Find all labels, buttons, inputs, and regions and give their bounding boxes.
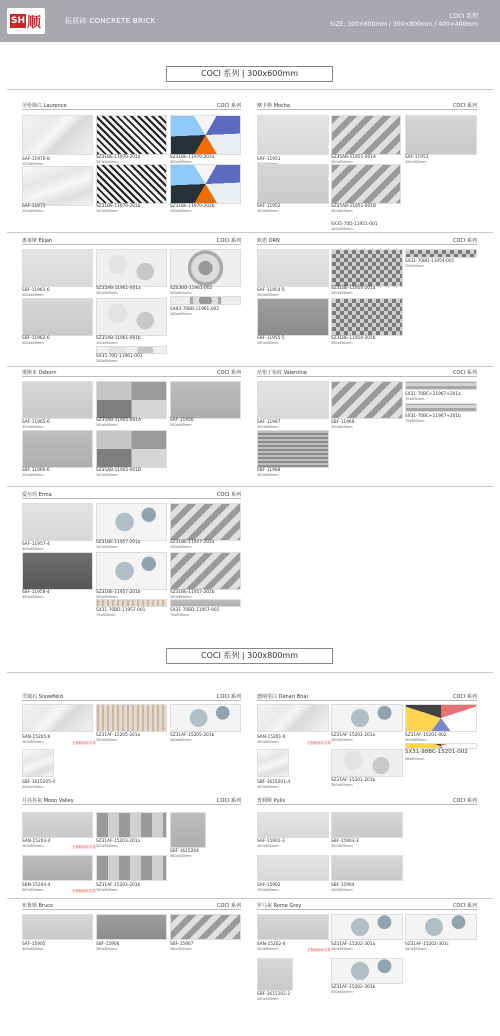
tile-code: SZ31BE-11970-201a: [96, 155, 141, 160]
tile-image: [96, 704, 167, 732]
tile-image: [170, 812, 206, 848]
tile-code: SZ31AF-15203-201b: [96, 883, 141, 888]
tile-size: 300x600mm: [96, 423, 118, 427]
tile-code: SZ31BE-11954-201b: [331, 336, 376, 341]
tile-image: [22, 704, 93, 732]
group-title: 摩卡斯 Mocha: [257, 103, 290, 109]
tile-image: [96, 115, 167, 155]
tile-size: 70x600mm: [405, 419, 425, 423]
tile-size: 70x600mm: [96, 613, 116, 617]
group-series: COCI 系列: [453, 238, 477, 244]
tile-image: [405, 115, 477, 155]
tile-size: 300x800mm: [257, 888, 279, 892]
section-title-300x600: COCI 系列 | 300x600mm: [166, 66, 333, 82]
tile-code: SZ31AF-15202-301a: [331, 942, 376, 947]
series-size: SIZE: 300×600mm / 300×800mm / 400×400mm: [330, 21, 478, 29]
tile-size: 300x800mm: [257, 844, 279, 848]
tile-size: 300x600mm: [22, 547, 44, 551]
tile-code: SAF-15901-3: [257, 839, 285, 844]
tile-code: SX35-70D-11961-001: [96, 354, 143, 359]
tile-code: SBF-1615205-4: [22, 780, 56, 785]
tile-image: [257, 115, 329, 155]
tile-code: SZ31AF-15201-201b: [331, 778, 376, 783]
tile-code: SZ35AB-11965-001B: [96, 468, 141, 473]
tile-image: [170, 381, 241, 419]
tile-image: [96, 430, 167, 468]
series-info: [330, 13, 478, 30]
tile-image: [331, 115, 401, 155]
tile-image: [22, 812, 93, 838]
tile-code: SX03-70BB-11961-002: [170, 307, 220, 312]
tile-image: [331, 249, 403, 287]
tile-size: 300x600mm: [170, 595, 192, 599]
tile-image: [96, 164, 167, 204]
group-title: 罗马灰 Rome Grey: [257, 903, 302, 909]
group-title: 欧恩 ORN: [257, 238, 280, 244]
glaze-note: 全抛釉面砖效果: [72, 741, 96, 745]
tile-size: 300x600mm: [405, 160, 427, 164]
tile-image: [331, 812, 403, 838]
tile-size: 300x600mm: [22, 293, 44, 297]
tile-size: 300x600mm: [170, 312, 192, 316]
tile-code: SX31-70BD-11954-001: [405, 259, 455, 264]
tile-code: SAF-11967: [257, 420, 281, 425]
group-denari: [257, 693, 477, 795]
series-name: COCI 系列: [449, 13, 478, 20]
tile-code: SBF-11958-4: [22, 590, 50, 595]
group-title: 月亮谷灰 Moon Valley: [22, 798, 74, 804]
tile-size: 300x600mm: [170, 423, 192, 427]
tile-code: SX35-70D-11951-001: [331, 222, 378, 227]
tile-image: [170, 599, 241, 607]
tile-image: [22, 503, 93, 541]
tile-size: 300x600mm: [331, 341, 353, 345]
tile-code: SBF-15903-3: [331, 839, 359, 844]
tile-image: [405, 403, 477, 412]
tile-image: [257, 812, 329, 838]
tile-code: SZ31AF-15203-201a: [96, 839, 141, 844]
tile-image: [96, 298, 167, 336]
tile-size: 300x600mm: [96, 545, 118, 549]
divider: [7, 89, 493, 90]
tile-size: 300x800mm: [22, 740, 44, 744]
tile-image: [331, 958, 403, 984]
tile-size: 300x800mm: [22, 844, 44, 848]
group-orn: [257, 237, 477, 347]
tile-image: [170, 296, 241, 305]
logo-cn-mark: 顺: [27, 15, 41, 31]
group-title: 德纳里白 Denari Bhai: [257, 694, 308, 700]
tile-size: 300x600mm: [257, 341, 279, 345]
tile-size: 300x800mm: [257, 740, 279, 744]
tile-image: [405, 914, 477, 940]
tile-image: [257, 249, 329, 287]
tile-code: SAF-11971: [22, 204, 46, 209]
tile-size: 300x600mm: [22, 341, 44, 345]
tile-image: [96, 249, 167, 287]
tile-code: SZ31AF-15201-201a: [331, 733, 376, 738]
tile-size: 300x600mm: [257, 209, 279, 213]
tile-code: SZ31BE-11954-201a: [331, 286, 376, 291]
tile-code: SBF-1615201-4: [257, 780, 291, 785]
group-series: COCI 系列: [217, 492, 241, 498]
tile-image: [257, 958, 293, 991]
tile-size: 300x800mm: [331, 783, 353, 787]
tile-image: [257, 381, 329, 419]
tile-image: [331, 298, 403, 336]
group-osborn: [22, 369, 241, 479]
tile-image: [170, 914, 241, 940]
tile-image: [96, 914, 167, 940]
glaze-note: 全抛釉面砖效果: [307, 741, 331, 745]
tile-size: 300x600mm: [22, 473, 44, 477]
tile-image: [170, 704, 241, 732]
tile-code: SZ31AF-15202-301c: [405, 942, 449, 947]
group-underline: [257, 700, 477, 701]
tile-size: 300x800mm: [331, 738, 353, 742]
group-series: COCI 系列: [217, 798, 241, 804]
tile-image: [331, 381, 403, 419]
glaze-note: 全抛釉面砖效果: [307, 948, 331, 952]
tile-code: SAF-11970-8: [22, 157, 50, 162]
group-title: 劳伦斯白 Laurence: [22, 103, 67, 109]
group-underline: [22, 498, 241, 499]
group-title: 奥斯本 Osborn: [22, 370, 57, 376]
tile-code: SBF-11968: [257, 468, 281, 473]
tile-code: SBF-11969: [331, 420, 355, 425]
tile-code: SAF-15905: [22, 942, 46, 947]
divider: [7, 232, 493, 233]
tile-size: 300x600mm: [96, 595, 118, 599]
tile-code: SX31-70BC+11967+201a: [405, 392, 461, 397]
group-underline: [22, 909, 241, 910]
group-underline: [257, 804, 477, 805]
group-title: 惠莱斯 Elijah: [22, 238, 53, 244]
tile-size: 300x600mm: [22, 162, 44, 166]
tile-size: 300x800mm: [96, 844, 118, 848]
group-series: COCI 系列: [217, 370, 241, 376]
tile-size: 70x600mm: [405, 264, 425, 268]
tile-size: 300x800mm: [405, 738, 427, 742]
tile-image: [96, 381, 167, 419]
tile-code: SAF-11951: [257, 157, 281, 162]
group-valentine: [257, 369, 477, 479]
group-laurence: [22, 102, 241, 217]
tile-size: 300x600mm: [96, 209, 118, 213]
tile-code: SAF-11956: [170, 418, 194, 423]
tile-code: SBF-11966-6: [22, 468, 50, 473]
tile-code: SAN-15203-4: [22, 839, 51, 844]
tile-code: SAN-15202-6: [257, 942, 286, 947]
glaze-note: 全抛釉面砖效果: [72, 845, 96, 849]
tile-image: [96, 812, 167, 838]
logo-sh-mark: SH: [10, 16, 25, 26]
tile-code: SAF-11957-4: [22, 542, 50, 547]
tile-code: SAF-11965-6: [22, 420, 50, 425]
tile-size: 300x600mm: [331, 291, 353, 295]
tile-image: [22, 115, 93, 155]
tile-image: [96, 552, 167, 590]
tile-image: [22, 166, 93, 206]
tile-image: [257, 298, 329, 336]
tile-image: [331, 164, 401, 204]
tile-size: 300x800mm: [170, 738, 192, 742]
tile-image: [331, 855, 403, 881]
group-moonvalley: [22, 797, 241, 893]
glaze-note: 全抛釉面砖效果: [72, 889, 96, 893]
tile-size: 300x800mm: [96, 738, 118, 742]
tile-code: SBF-11962-6: [22, 336, 50, 341]
tile-size: 300x600mm: [96, 291, 118, 295]
group-erma: [22, 491, 241, 621]
tile-image: [22, 749, 54, 777]
tile-code: SBF-1615204: [170, 849, 199, 854]
group-title: 普利斯 Pulis: [257, 798, 286, 804]
tile-code: SX31-70BD-11957-001: [96, 608, 146, 613]
group-series: COCI 系列: [453, 798, 477, 804]
group-title: 爱尔玛 Erma: [22, 492, 52, 498]
tile-code: SZ31AF-15205-201b: [170, 733, 215, 738]
tile-size: 300x800mm: [405, 947, 427, 951]
tile-code: SZ31AF-15205-201a: [96, 733, 141, 738]
section-title-300x800: COCI 系列 | 300x800mm: [166, 648, 333, 664]
group-underline: [22, 376, 241, 377]
tile-size: 300x600mm: [170, 209, 192, 213]
tile-code: SBF-15904: [331, 883, 355, 888]
tile-image: [331, 704, 403, 732]
tile-size: 300x800mm: [331, 888, 353, 892]
tile-size: 300x600mm: [96, 160, 118, 164]
tile-code: SAN-15205-6: [22, 735, 51, 740]
tile-code: SZ03BD-11961-002: [170, 286, 213, 291]
tile-image: [405, 249, 477, 258]
group-series: COCI 系列: [217, 238, 241, 244]
divider: [7, 898, 493, 899]
tile-code: SZ31BE-11957-202a: [170, 540, 215, 545]
tile-size: 300x600mm: [96, 473, 118, 477]
tile-image: [257, 704, 329, 732]
group-underline: [22, 700, 241, 701]
tile-size: 300x600mm: [331, 425, 353, 429]
tile-size: 70x600mm: [405, 397, 425, 401]
tile-image: [331, 914, 403, 940]
tile-image: [257, 855, 329, 881]
tile-code: SBF-11955-5: [257, 336, 285, 341]
tile-image: [257, 430, 329, 468]
tile-size: 300x800mm: [331, 844, 353, 848]
tile-image: [22, 855, 93, 881]
tile-code: SZ31BE-11970-202a: [170, 155, 215, 160]
group-underline: [257, 909, 477, 910]
group-pulis: [257, 797, 477, 893]
tile-code: SZ31BE-11957-201a: [96, 540, 141, 545]
tile-size: 300x600mm: [22, 425, 44, 429]
tile-code: SZ35AB-11951-001B: [331, 204, 376, 209]
tile-code: SAF-15902: [257, 883, 281, 888]
tile-code: SBF-11961-6: [22, 288, 50, 293]
group-title: 范伦丁布纹 Valentine: [257, 370, 307, 376]
tile-code: SBF-15907: [170, 942, 194, 947]
group-bruce: [22, 902, 241, 962]
tile-code: SX31-98BC-15201-002: [405, 749, 468, 755]
group-underline: [257, 244, 477, 245]
group-series: COCI 系列: [217, 694, 241, 700]
tile-image: [22, 298, 93, 336]
group-elijah: [22, 237, 241, 365]
tile-image: [96, 503, 167, 541]
tile-image: [170, 503, 241, 541]
tile-code: SBF-15906: [96, 942, 120, 947]
tile-code: SBN-15204-4: [22, 883, 51, 888]
tile-image: [22, 249, 93, 287]
tile-size: 300x600mm: [96, 341, 118, 345]
tile-code: SZ35AB-11965-001A: [96, 418, 141, 423]
tile-size: 300x600mm: [257, 425, 279, 429]
tile-code: SZ31BE-11970-201b: [96, 204, 141, 209]
group-romegrey: [257, 902, 477, 1004]
group-underline: [257, 109, 477, 110]
tile-image: [22, 430, 93, 468]
tile-image: [96, 855, 167, 881]
tile-image: [257, 164, 329, 204]
divider: [7, 366, 493, 367]
tile-size: 300x800mm: [170, 947, 192, 951]
group-snowfield: [22, 693, 241, 795]
tile-size: 400x400mm: [257, 997, 279, 1001]
tile-code: SZ35AB-11961-001a: [96, 286, 141, 291]
tile-size: 300x600mm: [170, 291, 192, 295]
tile-image: [170, 249, 241, 287]
tile-code: SX31-70BC+11967+201b: [405, 414, 461, 419]
tile-size: 300x800mm: [22, 947, 44, 951]
tile-image: [170, 552, 241, 590]
tile-size: 400x400mm: [170, 854, 192, 858]
group-underline: [22, 244, 241, 245]
group-series: COCI 系列: [453, 903, 477, 909]
group-underline: [257, 376, 477, 377]
tile-image: [96, 599, 167, 607]
tile-size: 400x400mm: [22, 785, 44, 789]
header-bar: [0, 0, 500, 42]
tile-code: SZ31BE-11957-202b: [170, 590, 215, 595]
brand-logo: [7, 8, 45, 34]
tile-code: SZ31AF-15201-002: [405, 733, 447, 738]
group-title: 布鲁斯 Bruce: [22, 903, 54, 909]
tile-size: 300x800mm: [331, 990, 353, 994]
tile-size: 300x800mm: [331, 947, 353, 951]
group-series: COCI 系列: [217, 103, 241, 109]
divider: [7, 486, 493, 487]
tile-image: [257, 749, 289, 777]
tile-code: SZ35AB-11951-001A: [331, 155, 376, 160]
tile-size: 300x600mm: [257, 293, 279, 297]
tile-size: 300x600mm: [331, 227, 353, 231]
divider: [7, 672, 493, 673]
tile-size: 400x400mm: [257, 785, 279, 789]
tile-code: SZ35AB-11961-001b: [96, 336, 141, 341]
tile-size: 300x800mm: [22, 888, 44, 892]
tile-size: 300x800mm: [96, 947, 118, 951]
tile-image: [331, 749, 403, 777]
tile-image: [405, 704, 477, 732]
tile-image: [170, 115, 241, 155]
tile-code: SAF-11952: [257, 204, 281, 209]
tile-code: SZ31AF-15202-301b: [331, 985, 376, 990]
group-mocha: [257, 102, 477, 232]
tile-image: [405, 381, 477, 390]
tile-size: 300x600mm: [96, 359, 118, 363]
tile-image: [170, 164, 241, 204]
product-title: 拓质砖 CONCRETE BRICK: [65, 17, 156, 25]
group-series: COCI 系列: [217, 903, 241, 909]
tile-size: 300x600mm: [170, 545, 192, 549]
group-underline: [22, 109, 241, 110]
tile-code: SX31-70BD-11957-002: [170, 608, 220, 613]
tile-size: 300x800mm: [257, 947, 279, 951]
group-series: COCI 系列: [453, 694, 477, 700]
group-title: 雪域石 Snowfield: [22, 694, 63, 700]
tile-size: 300x600mm: [22, 595, 44, 599]
tile-size: 300x600mm: [170, 160, 192, 164]
tile-code: SBF-1615202-2: [257, 992, 291, 997]
tile-size: 300x600mm: [331, 209, 353, 213]
tile-image: [22, 914, 93, 940]
tile-image: [96, 346, 167, 354]
group-series: COCI 系列: [453, 103, 477, 109]
tile-size: 70x600mm: [170, 613, 190, 617]
group-series: COCI 系列: [453, 370, 477, 376]
tile-size: 98x800mm: [405, 757, 425, 761]
tile-code: SAF-11953: [405, 155, 429, 160]
tile-image: [22, 552, 93, 590]
tile-image: [22, 381, 93, 419]
tile-size: 300x800mm: [96, 888, 118, 892]
tile-image: [257, 914, 329, 940]
tile-code: SAN-15201-6: [257, 735, 286, 740]
tile-code: SAF-11954-5: [257, 288, 285, 293]
group-underline: [22, 804, 241, 805]
tile-code: SZ31BE-11970-202b: [170, 204, 215, 209]
tile-size: 300x600mm: [22, 209, 44, 213]
tile-code: SZ31BE-11957-201b: [96, 590, 141, 595]
tile-size: 300x600mm: [257, 473, 279, 477]
tile-size: 300x600mm: [331, 160, 353, 164]
